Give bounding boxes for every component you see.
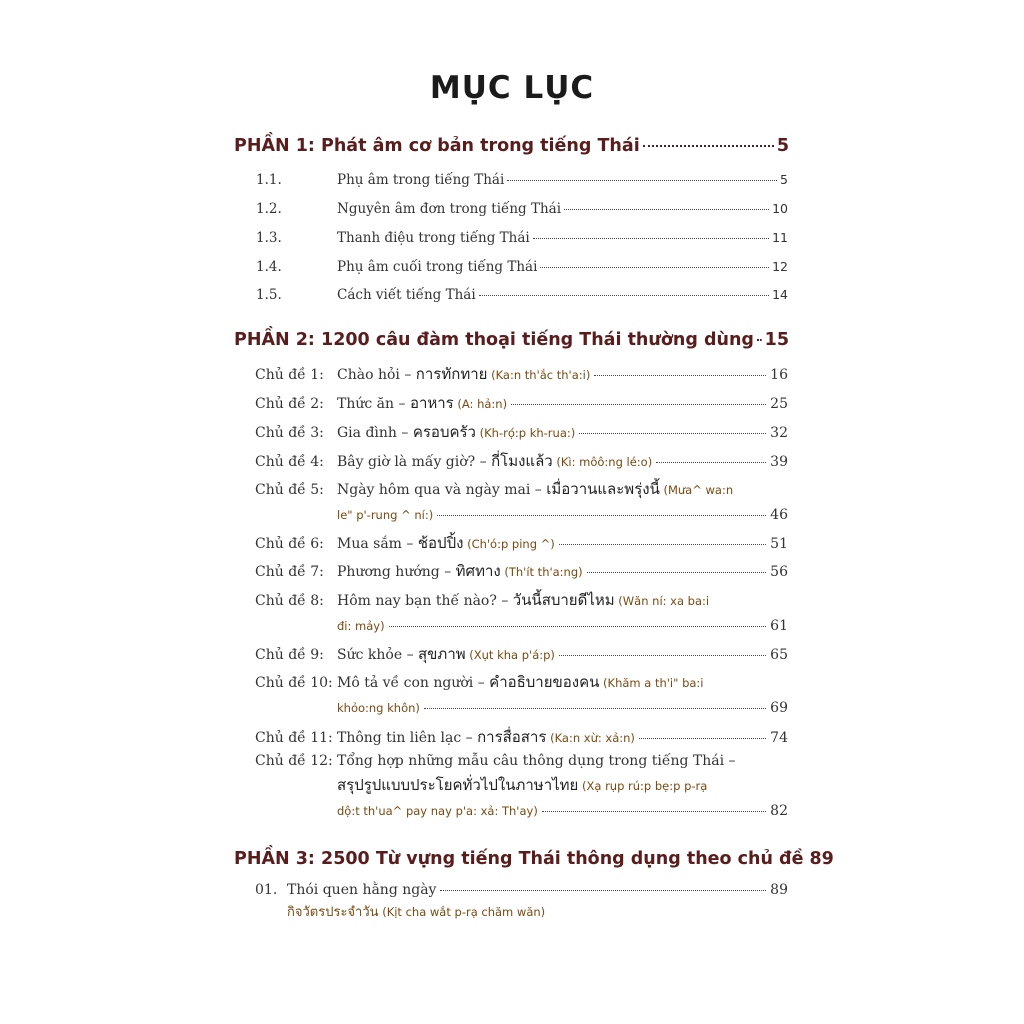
topic-4	[255, 449, 788, 473]
toc-entry-1-1	[256, 172, 788, 188]
topic-6	[255, 531, 788, 555]
topic-page: 51	[770, 536, 788, 552]
topic-transliteration-cont: khỏo:ng khôn)	[337, 701, 420, 715]
entry-number: 1.5.	[256, 287, 282, 303]
dot-leader	[559, 544, 766, 545]
dot-leader	[542, 811, 766, 812]
dot-leader	[757, 339, 762, 341]
topic-transliteration: (Kì: môô:ng lé:o)	[552, 455, 653, 469]
page-title: MỤC LỤC	[429, 70, 595, 106]
dot-leader	[424, 708, 766, 709]
entry-page: 11	[772, 230, 788, 245]
topic-vi: Mua sắm –	[337, 536, 418, 552]
topic-thai: การสื่อสาร	[477, 728, 547, 746]
dot-leader	[564, 209, 769, 210]
topic-page: 46	[770, 507, 788, 523]
part1-page: 5	[776, 136, 789, 156]
topic-9	[255, 642, 788, 666]
entry-text: Phụ âm cuối trong tiếng Thái	[337, 259, 538, 275]
part2-page: 15	[764, 330, 789, 350]
topic-10	[255, 670, 788, 716]
topic-label: Chủ đề 7:	[255, 564, 324, 580]
topic-vi: Sức khỏe –	[337, 647, 419, 663]
topic-transliteration: (Kh-rọ́:p kh-rua:)	[475, 426, 576, 440]
dot-leader	[479, 295, 769, 296]
topic-transliteration: (Mưa^ wa:n	[659, 483, 734, 497]
part3-page: 89	[809, 849, 834, 869]
topic-label: Chủ đề 11:	[255, 730, 333, 746]
entry-number: 1.1.	[256, 172, 282, 188]
topic-thai: สุขภาพ	[418, 645, 466, 663]
topic-vi: Chào hỏi –	[337, 367, 416, 383]
topic-vi: Gia đình –	[337, 425, 413, 441]
topic-thai: กี่โมงแล้ว	[491, 452, 553, 470]
topic-thai: อาหาร	[409, 394, 454, 412]
topic-label: Chủ đề 4:	[255, 454, 324, 470]
dot-leader	[643, 145, 774, 147]
topic-1	[255, 362, 788, 386]
topic-thai: ครอบครัว	[412, 423, 476, 441]
entry-number: 1.4.	[256, 259, 282, 275]
topic-vi: Tổng hợp những mẫu câu thông dụng trong tiếng Thái –	[337, 753, 736, 769]
topic-transliteration: (Ka:n th'ắc th'a:i)	[487, 368, 591, 382]
toc-entry-1-3	[256, 230, 788, 246]
entry-text: Thói quen hằng ngày	[287, 882, 437, 898]
topic-label: Chủ đề 10:	[255, 675, 333, 691]
toc-entry-1-5	[256, 287, 788, 303]
topic-vi: Mô tả về con người –	[337, 675, 490, 691]
topic-12	[255, 753, 788, 819]
topic-transliteration: (Khăm a th'i" ba:i	[599, 676, 704, 690]
toc-entry-1-2	[256, 201, 788, 217]
toc-entry-1-4	[256, 259, 788, 275]
dot-leader	[511, 404, 766, 405]
topic-label: Chủ đề 5:	[255, 482, 324, 498]
topic-vi: Ngày hôm qua và ngày mai –	[337, 482, 547, 498]
topic-page: 69	[770, 700, 788, 716]
topic-3	[255, 420, 788, 444]
dot-leader	[533, 238, 769, 239]
entry-text: Thanh điệu trong tiếng Thái	[337, 230, 530, 246]
topic-page: 56	[770, 564, 788, 580]
topic-11	[255, 725, 788, 749]
topic-transliteration-cont: dộ:t th'ua^ pay nay p'a: xả: Th'ay)	[337, 804, 538, 818]
topic-label: Chủ đề 12:	[255, 753, 333, 769]
dot-leader	[540, 267, 769, 268]
entry-text: Phụ âm trong tiếng Thái	[337, 172, 505, 188]
entry-page: 14	[772, 287, 788, 302]
toc-entry-3-1	[255, 882, 788, 922]
part1-heading	[234, 136, 789, 156]
topic-transliteration: (Xạ rụp rú:p bẹ:p p-rạ	[578, 779, 708, 793]
topic-label: Chủ đề 2:	[255, 396, 324, 412]
entry-transliteration: (Kịt cha wắt p-rạ chăm wăn)	[378, 905, 546, 919]
topic-transliteration: (Wăn ní: xa ba:i	[614, 594, 710, 608]
topic-page: 82	[770, 803, 788, 819]
topic-vi: Phương hướng –	[337, 564, 456, 580]
entry-page: 89	[770, 882, 788, 898]
topic-label: Chủ đề 6:	[255, 536, 324, 552]
topic-7	[255, 559, 788, 583]
entry-page: 10	[772, 201, 788, 216]
entry-text: Nguyên âm đơn trong tiếng Thái	[337, 201, 562, 217]
topic-transliteration: (A: hả:n)	[453, 397, 508, 411]
entry-page: 5	[780, 172, 788, 187]
topic-transliteration: (Th'ít th'a:ng)	[500, 565, 583, 579]
topic-thai: คำอธิบายของคน	[489, 673, 600, 691]
part3-heading	[234, 849, 834, 869]
topic-page: 61	[770, 618, 788, 634]
topic-transliteration: (Ka:n xừ: xả:n)	[546, 731, 635, 745]
part1-title: PHẦN 1: Phát âm cơ bản trong tiếng Thái	[234, 136, 640, 156]
part2-title: PHẦN 2: 1200 câu đàm thoại tiếng Thái thường dùng	[234, 330, 754, 350]
topic-thai: เมื่อวานและพรุ่งนี้	[546, 480, 660, 498]
entry-number: 01.	[255, 882, 278, 898]
topic-transliteration: (Xụt kha p'á:p)	[465, 648, 555, 662]
topic-thai: การทักทาย	[415, 365, 488, 383]
dot-leader	[579, 433, 766, 434]
topic-page: 32	[770, 425, 788, 441]
part2-heading	[234, 330, 789, 350]
topic-page: 65	[770, 647, 788, 663]
topic-page: 25	[770, 396, 788, 412]
topic-thai: สรุปรูปแบบประโยคทั่วไปในภาษาไทย	[337, 776, 579, 794]
topic-vi: Bây giờ là mấy giờ? –	[337, 454, 492, 470]
topic-page: 74	[770, 730, 788, 746]
topic-8	[255, 588, 788, 634]
dot-leader	[507, 180, 777, 181]
topic-page: 16	[770, 367, 788, 383]
dot-leader	[389, 626, 767, 627]
topic-vi: Thông tin liên lạc –	[337, 730, 478, 746]
topic-transliteration-cont: đi: mảy)	[337, 619, 385, 633]
topic-transliteration: (Ch'ó:p ping ^)	[463, 537, 555, 551]
entry-thai: กิจวัตรประจำวัน	[287, 905, 379, 920]
topic-label: Chủ đề 3:	[255, 425, 324, 441]
dot-leader	[437, 515, 766, 516]
dot-leader	[559, 655, 766, 656]
dot-leader	[594, 375, 766, 376]
topic-vi: Thức ăn –	[337, 396, 410, 412]
part3-title: PHẦN 3: 2500 Từ vựng tiếng Thái thông dụng theo chủ đề	[234, 849, 804, 869]
dot-leader	[440, 890, 766, 891]
topic-label: Chủ đề 9:	[255, 647, 324, 663]
dot-leader	[639, 738, 766, 739]
topic-thai: ทิศทาง	[455, 562, 501, 580]
entry-number: 1.2.	[256, 201, 282, 217]
dot-leader	[587, 572, 767, 573]
topic-2	[255, 391, 788, 415]
dot-leader	[656, 462, 766, 463]
entry-text: Cách viết tiếng Thái	[337, 287, 476, 303]
entry-number: 1.3.	[256, 230, 282, 246]
topic-thai: วันนี้สบายดีไหม	[512, 591, 615, 609]
topic-5	[255, 477, 788, 523]
topic-label: Chủ đề 1:	[255, 367, 324, 383]
topic-page: 39	[770, 454, 788, 470]
topic-transliteration-cont: le" p'-rung ^ ní:)	[337, 508, 434, 522]
entry-page: 12	[772, 259, 788, 274]
topic-thai: ช้อปปิ้ง	[417, 534, 464, 552]
topic-label: Chủ đề 8:	[255, 593, 324, 609]
topic-vi: Hôm nay bạn thế nào? –	[337, 593, 513, 609]
